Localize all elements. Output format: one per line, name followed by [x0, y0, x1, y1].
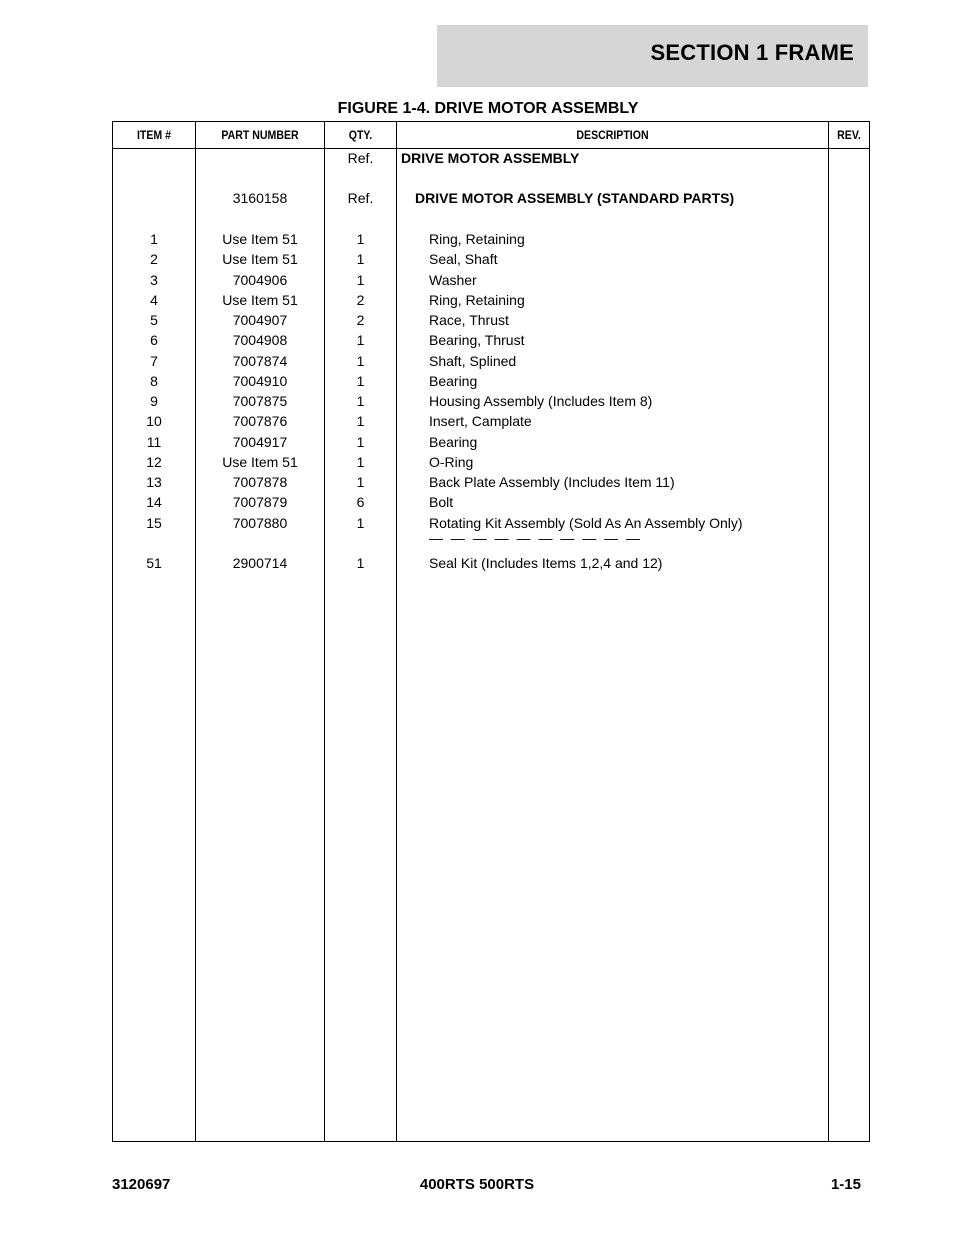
- description: Ring, Retaining: [429, 231, 525, 247]
- item-number: 12: [146, 454, 162, 470]
- description: Rotating Kit Assembly (Sold As An Assembly Only): [429, 515, 743, 531]
- item-number: 14: [146, 494, 162, 510]
- quantity: 1: [356, 353, 365, 369]
- part-number: 7004907: [232, 312, 288, 328]
- item-number: 4: [150, 292, 158, 308]
- item-number: 5: [150, 312, 158, 328]
- table-row: [113, 452, 869, 472]
- part-number: 7007875: [232, 393, 288, 409]
- table-row: [113, 472, 869, 492]
- table-row: [113, 249, 869, 269]
- quantity: 1: [356, 251, 365, 267]
- part-number: 2900714: [232, 555, 288, 571]
- model-names: 400RTS 500RTS: [419, 1176, 535, 1193]
- description: Ring, Retaining: [429, 292, 525, 308]
- header-qty: QTY.: [348, 128, 373, 142]
- header-rev: REV.: [837, 128, 861, 142]
- item-number: 15: [146, 515, 162, 531]
- kit-separator: — — — — — — — — — —: [429, 530, 643, 546]
- item-number: 10: [146, 413, 162, 429]
- quantity: 1: [356, 373, 365, 389]
- part-number: 7004906: [232, 272, 288, 288]
- description: Seal, Shaft: [429, 251, 498, 267]
- part-number: Use Item 51: [222, 231, 298, 247]
- table-row: [113, 351, 869, 371]
- quantity: 1: [356, 393, 365, 409]
- item-number: 51: [146, 555, 162, 571]
- quantity: 1: [356, 555, 365, 571]
- section-title: SECTION 1 FRAME: [650, 40, 854, 65]
- description: Bearing: [429, 434, 478, 450]
- description: DRIVE MOTOR ASSEMBLY: [401, 150, 580, 166]
- item-number: 1: [150, 231, 158, 247]
- doc-number: 3120697: [112, 1176, 171, 1193]
- table-row: [113, 553, 869, 573]
- table-row: [113, 411, 869, 431]
- part-number: 7007879: [232, 494, 288, 510]
- quantity: 1: [356, 272, 365, 288]
- item-number: 7: [150, 353, 158, 369]
- table-row: [113, 270, 869, 290]
- description: Bearing, Thrust: [429, 332, 525, 348]
- table-row: [113, 492, 869, 512]
- figure-title: FIGURE 1-4. DRIVE MOTOR ASSEMBLY: [337, 100, 639, 117]
- section-banner: [437, 25, 868, 87]
- header-item: ITEM #: [136, 128, 172, 142]
- part-number: 7007874: [232, 353, 288, 369]
- description: Housing Assembly (Includes Item 8): [429, 393, 653, 409]
- description: Washer: [429, 272, 477, 288]
- quantity: 1: [356, 454, 365, 470]
- page-number: 1-15: [830, 1176, 861, 1193]
- quantity: 1: [356, 231, 365, 247]
- table-row: [113, 310, 869, 330]
- description: Shaft, Splined: [429, 353, 517, 369]
- quantity: Ref.: [347, 190, 374, 206]
- item-number: 3: [150, 272, 158, 288]
- description: Insert, Camplate: [429, 413, 532, 429]
- item-number: 8: [150, 373, 158, 389]
- item-number: 11: [146, 434, 162, 450]
- description: Bolt: [429, 494, 454, 510]
- table-row: [113, 432, 869, 452]
- quantity: 1: [356, 515, 365, 531]
- header-part-number: PART NUMBER: [221, 128, 299, 142]
- description: O-Ring: [429, 454, 474, 470]
- quantity: 1: [356, 332, 365, 348]
- table-row: [113, 371, 869, 391]
- part-number: Use Item 51: [222, 292, 298, 308]
- item-number: 13: [146, 474, 162, 490]
- table-row: [113, 229, 869, 249]
- table-row: [113, 188, 869, 208]
- table-row: [113, 290, 869, 310]
- part-number: 7007878: [232, 474, 288, 490]
- quantity: 2: [356, 292, 365, 308]
- quantity: 1: [356, 413, 365, 429]
- quantity: 1: [356, 434, 365, 450]
- quantity: 2: [356, 312, 365, 328]
- part-number: 7004910: [232, 373, 288, 389]
- part-number: Use Item 51: [222, 454, 298, 470]
- part-number: Use Item 51: [222, 251, 298, 267]
- description: DRIVE MOTOR ASSEMBLY (STANDARD PARTS): [415, 190, 735, 206]
- part-number: 3160158: [232, 190, 288, 206]
- description: Seal Kit (Includes Items 1,2,4 and 12): [429, 555, 663, 571]
- item-number: 6: [150, 332, 158, 348]
- part-number: 7004917: [232, 434, 288, 450]
- description: Race, Thrust: [429, 312, 509, 328]
- part-number: 7007880: [232, 515, 288, 531]
- description: Bearing: [429, 373, 478, 389]
- table-row: [113, 330, 869, 350]
- table-row: [113, 148, 869, 168]
- quantity: 6: [356, 494, 365, 510]
- header-description: DESCRIPTION: [576, 128, 649, 142]
- description: Back Plate Assembly (Includes Item 11): [429, 474, 675, 490]
- part-number: 7007876: [232, 413, 288, 429]
- parts-table: [112, 121, 870, 1142]
- quantity: Ref.: [347, 150, 374, 166]
- part-number: 7004908: [232, 332, 288, 348]
- quantity: 1: [356, 474, 365, 490]
- item-number: 2: [150, 251, 158, 267]
- item-number: 9: [150, 393, 158, 409]
- table-row: [113, 391, 869, 411]
